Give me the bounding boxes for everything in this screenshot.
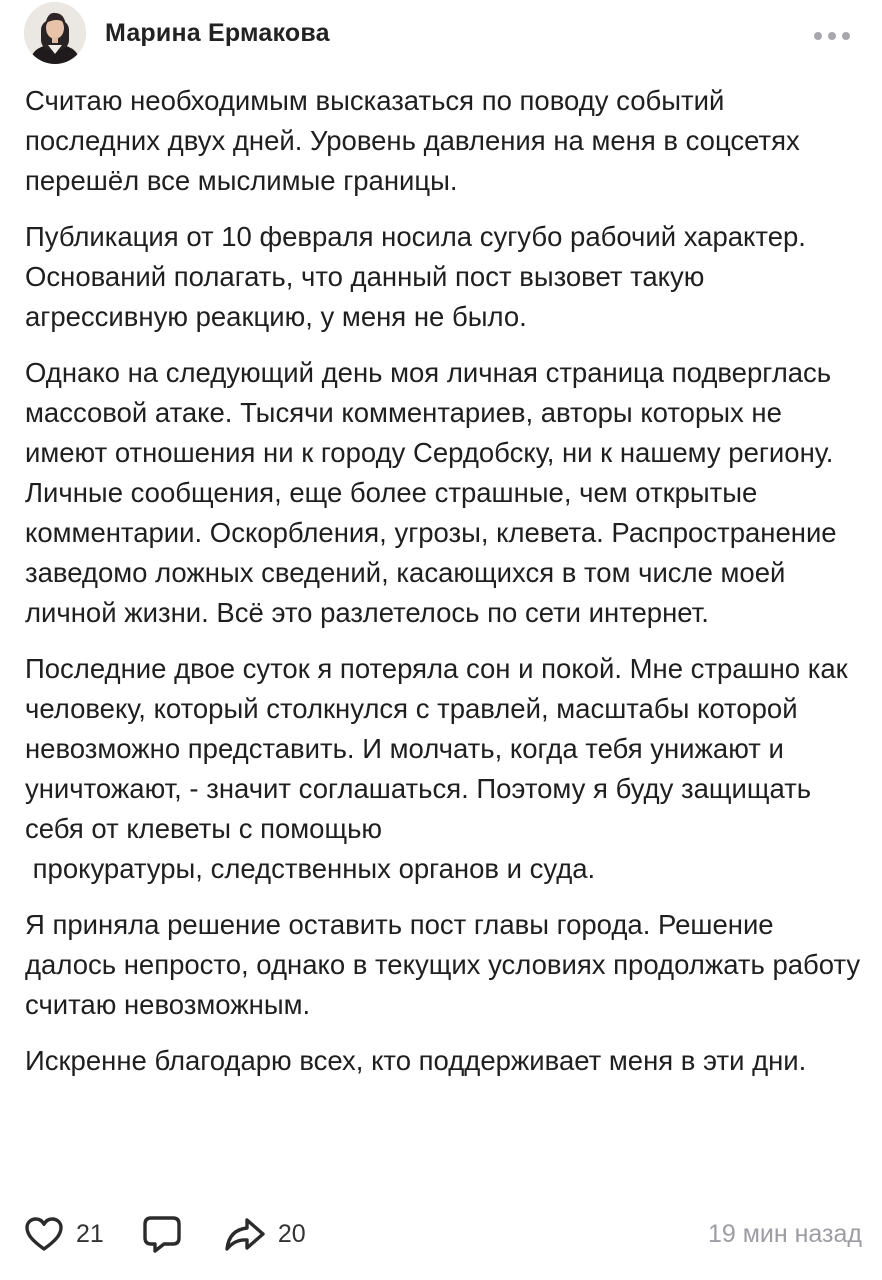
post-paragraph: Однако на следующий день моя личная страница подверглась массовой атаке. Тысячи комментариев, авторы которых не имеют отношения ни к городу Сердобску, ни к нашему региону. Личные сообщения, еще более страшные, чем открытые комментарии. Оскорбления, угрозы, клевета. Распространение заведомо ложных сведений, касающихся в том числе моей личной жизни. Всё это разлетелось по сети интернет. — [25, 357, 845, 628]
author-name[interactable]: Марина Ермакова — [105, 18, 330, 47]
post-paragraph: Считаю необходимым высказаться по поводу событий последних двух дней. Уровень давления на меня в соцсетях перешёл все мыслимые границы. — [25, 85, 808, 196]
more-horizontal-icon-dot — [828, 32, 836, 40]
post-paragraph: Последние двое суток я потеряла сон и покой. Мне страшно как человеку, который столкнулся с травлей, масштабы которой невозможно представить. И молчать, когда тебя унижают и уничтожают, - значит соглашаться. Поэтому я буду защищать себя от клеветы с помощью прокуратуры, следственных органов и суда. — [25, 653, 848, 884]
shares-count: 20 — [277, 1219, 306, 1248]
avatar[interactable] — [24, 2, 86, 64]
share-button[interactable] — [224, 1216, 306, 1252]
post-text — [25, 81, 868, 1097]
post-header — [24, 2, 858, 64]
likes-count: 21 — [76, 1219, 104, 1248]
post-paragraph: Искренне благодарю всех, кто поддерживает меня в эти дни. — [25, 1045, 807, 1076]
comment-icon — [142, 1214, 182, 1254]
share-icon — [224, 1216, 266, 1252]
more-horizontal-icon — [814, 32, 822, 40]
like-button[interactable] — [24, 1216, 104, 1252]
comment-button[interactable] — [142, 1214, 182, 1254]
more-horizontal-icon-dot — [842, 32, 850, 40]
post-paragraph: Я приняла решение оставить пост главы города. Решение далось непросто, однако в текущих условиях продолжать работу считаю невозможным. — [25, 909, 868, 1020]
post-footer — [24, 1210, 862, 1258]
post-paragraph: Публикация от 10 февраля носила сугубо рабочий характер. Оснований полагать, что данный пост вызовет такую агрессивную реакцию, у меня не было. — [25, 221, 814, 332]
heart-icon — [24, 1216, 64, 1252]
post-timestamp[interactable]: 19 мин назад — [707, 1219, 862, 1248]
more-options-button[interactable] — [814, 30, 850, 42]
